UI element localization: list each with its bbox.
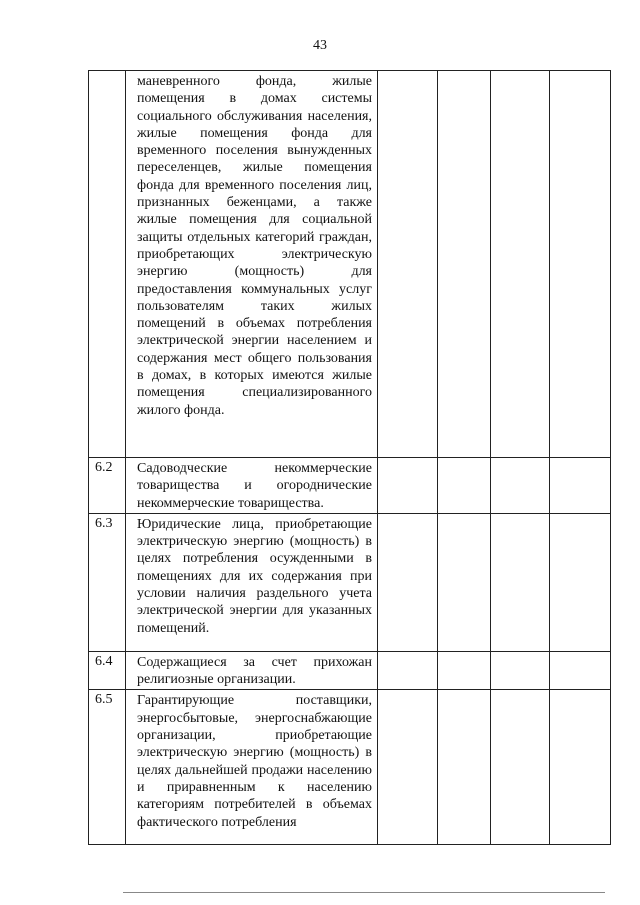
empty-cell xyxy=(438,690,491,845)
table-row xyxy=(89,513,611,651)
empty-cell xyxy=(438,513,491,651)
empty-cell xyxy=(491,651,550,690)
row-description: Садоводческие некоммерческие товарищества и огороднические некоммерческие товарищества. xyxy=(126,458,378,514)
table-row xyxy=(89,651,611,690)
empty-cell xyxy=(378,651,438,690)
empty-cell xyxy=(550,458,611,514)
empty-cell xyxy=(550,651,611,690)
empty-cell xyxy=(550,71,611,458)
table-row xyxy=(89,458,611,514)
empty-cell xyxy=(438,651,491,690)
empty-cell xyxy=(491,513,550,651)
row-description: маневренного фонда, жилые помещения в домах системы социального обслуживания населения, жилые помещения фонда для временного поселения вынужденных переселенцев, жилые помещения фонда для временного поселения лиц, признанных беженцами, а также жилые помещения для социальной защиты отдельных категорий граждан, приобретающих электрическую энергию (мощность) для предоставления коммунальных услуг пользователям таких жилых помещений в объемах потребления электрической энергии населением и содержания мест общего пользования в домах, в которых имеются жилые помещения специализированного жилого фонда. xyxy=(126,71,378,458)
empty-cell xyxy=(550,513,611,651)
bottom-edge-line xyxy=(123,892,605,893)
tariff-table xyxy=(88,70,611,845)
empty-cell xyxy=(550,690,611,845)
table-row xyxy=(89,690,611,845)
empty-cell xyxy=(378,458,438,514)
empty-cell xyxy=(378,690,438,845)
empty-cell xyxy=(491,71,550,458)
table-row xyxy=(89,71,611,458)
page-number: 43 xyxy=(313,38,327,53)
empty-cell xyxy=(378,513,438,651)
empty-cell xyxy=(491,690,550,845)
empty-cell xyxy=(438,71,491,458)
empty-cell xyxy=(491,458,550,514)
row-number: 6.2 xyxy=(89,458,126,514)
row-description: Юридические лица, приобретающие электрическую энергию (мощность) в целях потребления осужденными в помещениях для их содержания при условии наличия раздельного учета электрической энергии для указанных помещений. xyxy=(126,513,378,651)
row-number: 6.4 xyxy=(89,651,126,690)
row-number: 6.3 xyxy=(89,513,126,651)
row-description: Содержащиеся за счет прихожан религиозные организации. xyxy=(126,651,378,690)
empty-cell xyxy=(378,71,438,458)
empty-cell xyxy=(438,458,491,514)
row-description: Гарантирующие поставщики, энергосбытовые, энергоснабжающие организации, приобретающие электрическую энергию (мощность) в целях дальнейшей продажи населению и приравненным к населению категориям потребителей в объемах фактического потребления xyxy=(126,690,378,845)
row-number: 6.5 xyxy=(89,690,126,845)
row-number xyxy=(89,71,126,458)
